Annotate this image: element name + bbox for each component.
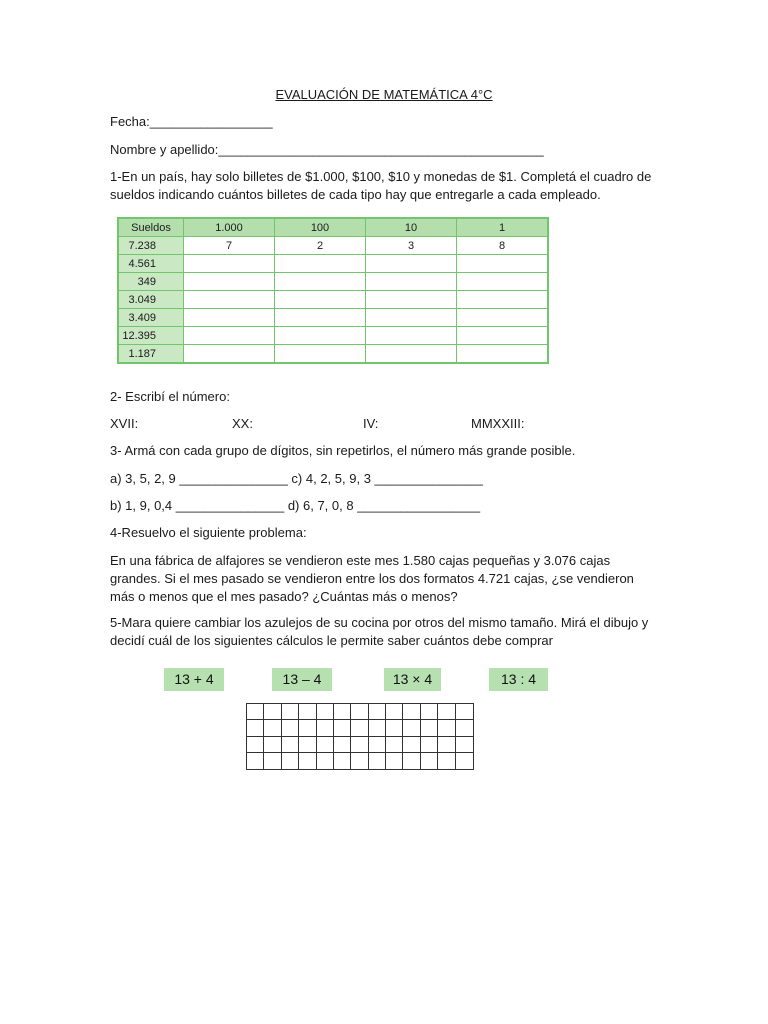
tile [299, 720, 316, 736]
answer-cell[interactable] [457, 345, 549, 364]
answer-cell[interactable] [366, 309, 457, 327]
tile [456, 737, 473, 753]
answer-cell[interactable] [275, 345, 366, 364]
tile [438, 720, 455, 736]
roman-numeral-iv: IV: [363, 416, 379, 431]
name-field-label: Nombre y apellido:_____________________________________________ [110, 142, 544, 157]
question-2-text: 2- Escribí el número: [110, 389, 230, 404]
tile [334, 737, 351, 753]
tile [421, 753, 438, 769]
tile [351, 753, 368, 769]
calc-option-sum: 13 + 4 [164, 668, 224, 691]
tile [264, 737, 281, 753]
roman-numeral-xx: XX: [232, 416, 253, 431]
answer-cell[interactable] [275, 273, 366, 291]
salary-amount-cell: 1.187 [118, 345, 184, 364]
answer-cell[interactable] [184, 255, 275, 273]
answer-cell[interactable] [457, 309, 549, 327]
answer-cell[interactable] [366, 255, 457, 273]
tile [369, 704, 386, 720]
question-3-line-b: b) 1, 9, 0,4 _______________ d) 6, 7, 0, 8 _________________ [110, 498, 481, 513]
salary-table-row [118, 309, 548, 327]
question-4-problem: En una fábrica de alfajores se vendieron este mes 1.580 cajas pequeñas y 3.076 cajas grandes. Si el mes pasado se vendieron entre los dos formatos 4.721 cajas, ¿se vendieron más o menos que el mes pasado? ¿Cuántas más o menos? [110, 553, 634, 604]
tile [438, 737, 455, 753]
tile [299, 753, 316, 769]
answer-cell[interactable] [366, 327, 457, 345]
answer-cell[interactable] [184, 273, 275, 291]
calc-option-division: 13 : 4 [489, 668, 548, 691]
tile [264, 704, 281, 720]
salary-table-row [118, 273, 548, 291]
tile [386, 720, 403, 736]
answer-cell[interactable] [184, 327, 275, 345]
answer-cell[interactable]: 2 [275, 237, 366, 255]
page-title: EVALUACIÓN DE MATEMÁTICA 4°C [275, 87, 493, 102]
answer-cell[interactable]: 7 [184, 237, 275, 255]
tile [351, 720, 368, 736]
tile [317, 753, 334, 769]
salary-table-row [118, 327, 548, 345]
roman-numeral-mmxxiii: MMXXIII: [471, 416, 525, 431]
tile [264, 753, 281, 769]
answer-cell[interactable] [457, 291, 549, 309]
answer-cell[interactable] [275, 291, 366, 309]
salary-amount-cell: 12.395 [118, 327, 184, 345]
tile [386, 704, 403, 720]
header-10: 10 [366, 218, 457, 237]
question-4-text: 4-Resuelvo el siguiente problema: [110, 525, 307, 540]
tile [369, 737, 386, 753]
salary-table-row [118, 237, 548, 255]
tile [386, 737, 403, 753]
tile [403, 704, 420, 720]
tile [369, 720, 386, 736]
salary-amount-cell: 3.409 [118, 309, 184, 327]
salary-amount-cell: 349 [118, 273, 184, 291]
calc-option-subtraction: 13 – 4 [272, 668, 332, 691]
answer-cell[interactable]: 3 [366, 237, 457, 255]
answer-cell[interactable] [275, 309, 366, 327]
tile [369, 753, 386, 769]
answer-cell[interactable] [275, 255, 366, 273]
tile [282, 720, 299, 736]
date-field-label: Fecha:_________________ [110, 114, 273, 129]
tile [282, 704, 299, 720]
answer-cell[interactable] [275, 327, 366, 345]
tile [334, 753, 351, 769]
tile [403, 737, 420, 753]
salary-amount-cell: 4.561 [118, 255, 184, 273]
answer-cell[interactable] [366, 345, 457, 364]
roman-numeral-xvii: XVII: [110, 416, 139, 431]
tile [247, 737, 264, 753]
header-100: 100 [275, 218, 366, 237]
answer-cell[interactable] [184, 345, 275, 364]
header-1000: 1.000 [184, 218, 275, 237]
tile [317, 737, 334, 753]
salary-amount-cell: 3.049 [118, 291, 184, 309]
header-1: 1 [457, 218, 549, 237]
answer-cell[interactable] [184, 309, 275, 327]
answer-cell[interactable] [457, 255, 549, 273]
salary-table-header-row [118, 218, 548, 237]
tile [438, 753, 455, 769]
tile-grid-drawing [246, 703, 474, 770]
question-3-text: 3- Armá con cada grupo de dígitos, sin repetirlos, el número más grande posible. [110, 443, 576, 458]
tile [438, 704, 455, 720]
question-1-text: 1-En un país, hay solo billetes de $1.000, $100, $10 y monedas de $1. Completá el cuadro de sueldos indicando cuántos billetes de cada tipo hay que entregarle a cada empleado. [110, 169, 652, 202]
salary-table-row [118, 345, 548, 364]
tile [421, 737, 438, 753]
tile [299, 704, 316, 720]
tile [282, 753, 299, 769]
tile [421, 720, 438, 736]
answer-cell[interactable] [366, 291, 457, 309]
salary-table-row [118, 291, 548, 309]
tile [282, 737, 299, 753]
answer-cell[interactable] [366, 273, 457, 291]
answer-cell[interactable]: 8 [457, 237, 549, 255]
header-sueldos: Sueldos [118, 218, 184, 237]
tile [334, 720, 351, 736]
tile [317, 720, 334, 736]
salary-amount-cell: 7.238 [118, 237, 184, 255]
calc-option-multiplication: 13 × 4 [384, 668, 441, 691]
salary-table [117, 217, 549, 364]
tile [456, 720, 473, 736]
tile [247, 704, 264, 720]
tile [456, 704, 473, 720]
tile [403, 753, 420, 769]
question-3-line-a: a) 3, 5, 2, 9 _______________ c) 4, 2, 5, 9, 3 _______________ [110, 471, 483, 486]
salary-table-row [118, 255, 548, 273]
answer-cell[interactable] [457, 327, 549, 345]
tile [334, 704, 351, 720]
answer-cell[interactable] [184, 291, 275, 309]
tile [317, 704, 334, 720]
question-5-text: 5-Mara quiere cambiar los azulejos de su cocina por otros del mismo tamaño. Mirá el dibujo y decidí cuál de los siguientes cálculos le permite saber cuántos debe comprar [110, 615, 649, 648]
tile [264, 720, 281, 736]
tile [421, 704, 438, 720]
tile [351, 737, 368, 753]
answer-cell[interactable] [457, 273, 549, 291]
tile [351, 704, 368, 720]
tile [299, 737, 316, 753]
tile [403, 720, 420, 736]
tile [247, 753, 264, 769]
tile [386, 753, 403, 769]
tile [456, 753, 473, 769]
tile [247, 720, 264, 736]
